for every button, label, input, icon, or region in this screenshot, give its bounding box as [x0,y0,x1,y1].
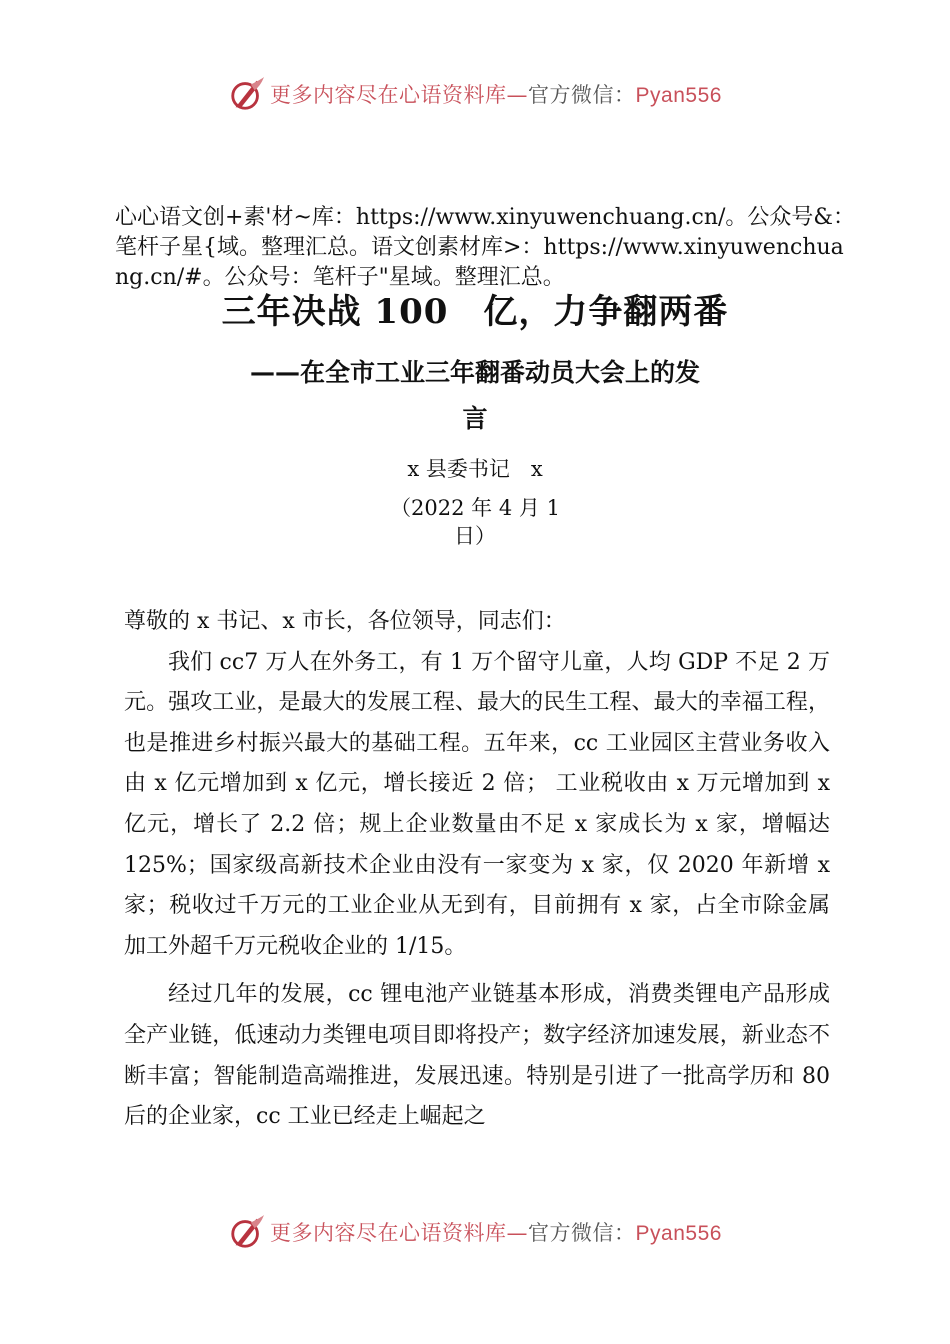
banner-text: 更多内容尽在心语资料库—官方微信：Pyan556 [270,83,722,107]
quill-logo-icon [228,1213,266,1251]
body-paragraph: 我们 cc7 万人在外务工，有 1 万个留守儿童，人均 GDP 不足 2 万元。强攻工业，是最大的发展工程、最大的民生工程、最大的幸福工程，也是推进乡村振兴最大的基础工程。五年来，cc 工业园区主营业务收入由 x 亿元增加到 x 亿元，增长接近 2 倍； 工业税收由 x 万元增加到 x 亿元，增长了 2.2 倍；规上企业数量由不足 x 家成长为 x 家，增幅达 125%；国家级高新技术企业由没有一家变为 x 家，仅 2020 年新增 x 家；税收过千万元的工业企业从无到有，目前拥有 x 家，占全市除金属加工外超千万元税收企业的 1/15。 [124,649,830,959]
salutation: 尊敬的 x 书记、x 市长，各位领导，同志们： [124,609,566,634]
body-paragraph: 经过几年的发展，cc 锂电池产业链基本形成，消费类锂电产品形成全产业链，低速动力类锂电项目即将投产；数字经济加速发展，新业态不断丰富；智能制造高端推进，发展迅速。特别是引进了一批高学历和 80 后的企业家，cc 工业已经走上崛起之 [124,982,830,1130]
document-body [124,602,830,1138]
date-line: （2022 年 4 月 1 [390,496,560,520]
quill-logo-icon [228,75,266,113]
document-date [0,494,950,550]
source-notice: 心心语文创+素'材~库：https://www.xinyuwenchuang.cn/。公众号&：笔杆子星{域。整理汇总。语文创素材库>：https://www.xinyuwenchuang.cn/#。公众号：笔杆子"星域。整理汇总。 [115,205,855,290]
footer-banner [0,1210,950,1254]
subtitle-line: ——在全市工业三年翻番动员大会上的发 [249,358,700,387]
subtitle-line: 言 [462,404,488,433]
date-line: 日） [454,524,496,548]
document-title: 三年决战 100 亿，力争翻两番 [221,292,729,332]
document-subtitle [0,350,950,442]
document-author: x 县委书记 x [407,457,543,481]
banner-text: 更多内容尽在心语资料库—官方微信：Pyan556 [270,1221,722,1245]
header-banner [0,72,950,116]
